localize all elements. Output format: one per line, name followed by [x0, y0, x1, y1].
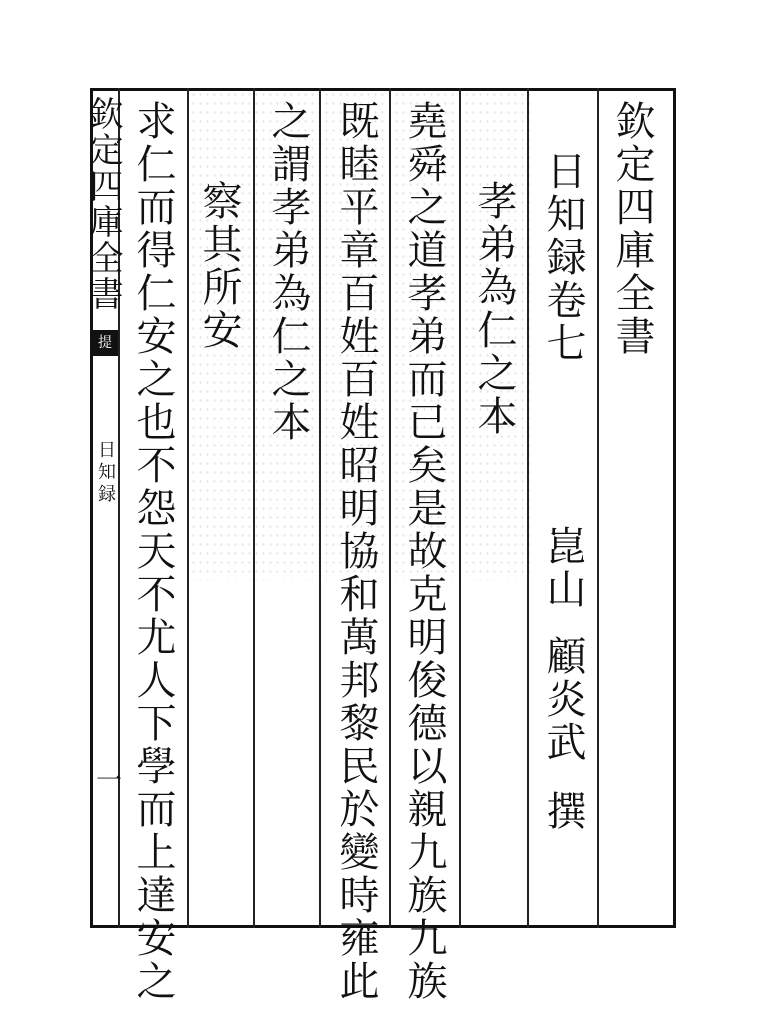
page-number: 一	[96, 766, 123, 796]
column-rule	[187, 88, 189, 928]
text-column: 之謂孝弟為仁之本	[265, 100, 311, 444]
fishtail-mark: 提	[92, 330, 118, 356]
volume-title: 日知録卷七	[540, 150, 586, 365]
column-rule	[459, 88, 461, 928]
section-heading: 孝弟為仁之本	[471, 180, 517, 438]
column-rule	[253, 88, 255, 928]
page-frame	[90, 88, 676, 928]
author-place: 崑山	[540, 525, 586, 611]
author-role: 撰	[540, 790, 586, 833]
margin-title: 欽定四庫全書	[83, 96, 123, 312]
column-rule	[597, 88, 599, 928]
text-column: 既睦平章百姓百姓昭明協和萬邦黎民於變時雍此	[333, 100, 379, 1003]
column-rule	[389, 88, 391, 928]
text-column: 堯舜之道孝弟而已矣是故克明俊德以親九族九族	[401, 100, 447, 1003]
text-column: 求仁而得仁安之也不怨天不尤人下學而上達安之	[130, 100, 176, 1003]
author-name: 顧炎武	[540, 635, 586, 764]
margin-book-title: 日知録	[95, 440, 116, 506]
header-title: 欽定四庫全書	[609, 100, 655, 358]
section-heading: 察其所安	[196, 180, 242, 352]
column-rule	[527, 88, 529, 928]
column-rule	[319, 88, 321, 928]
